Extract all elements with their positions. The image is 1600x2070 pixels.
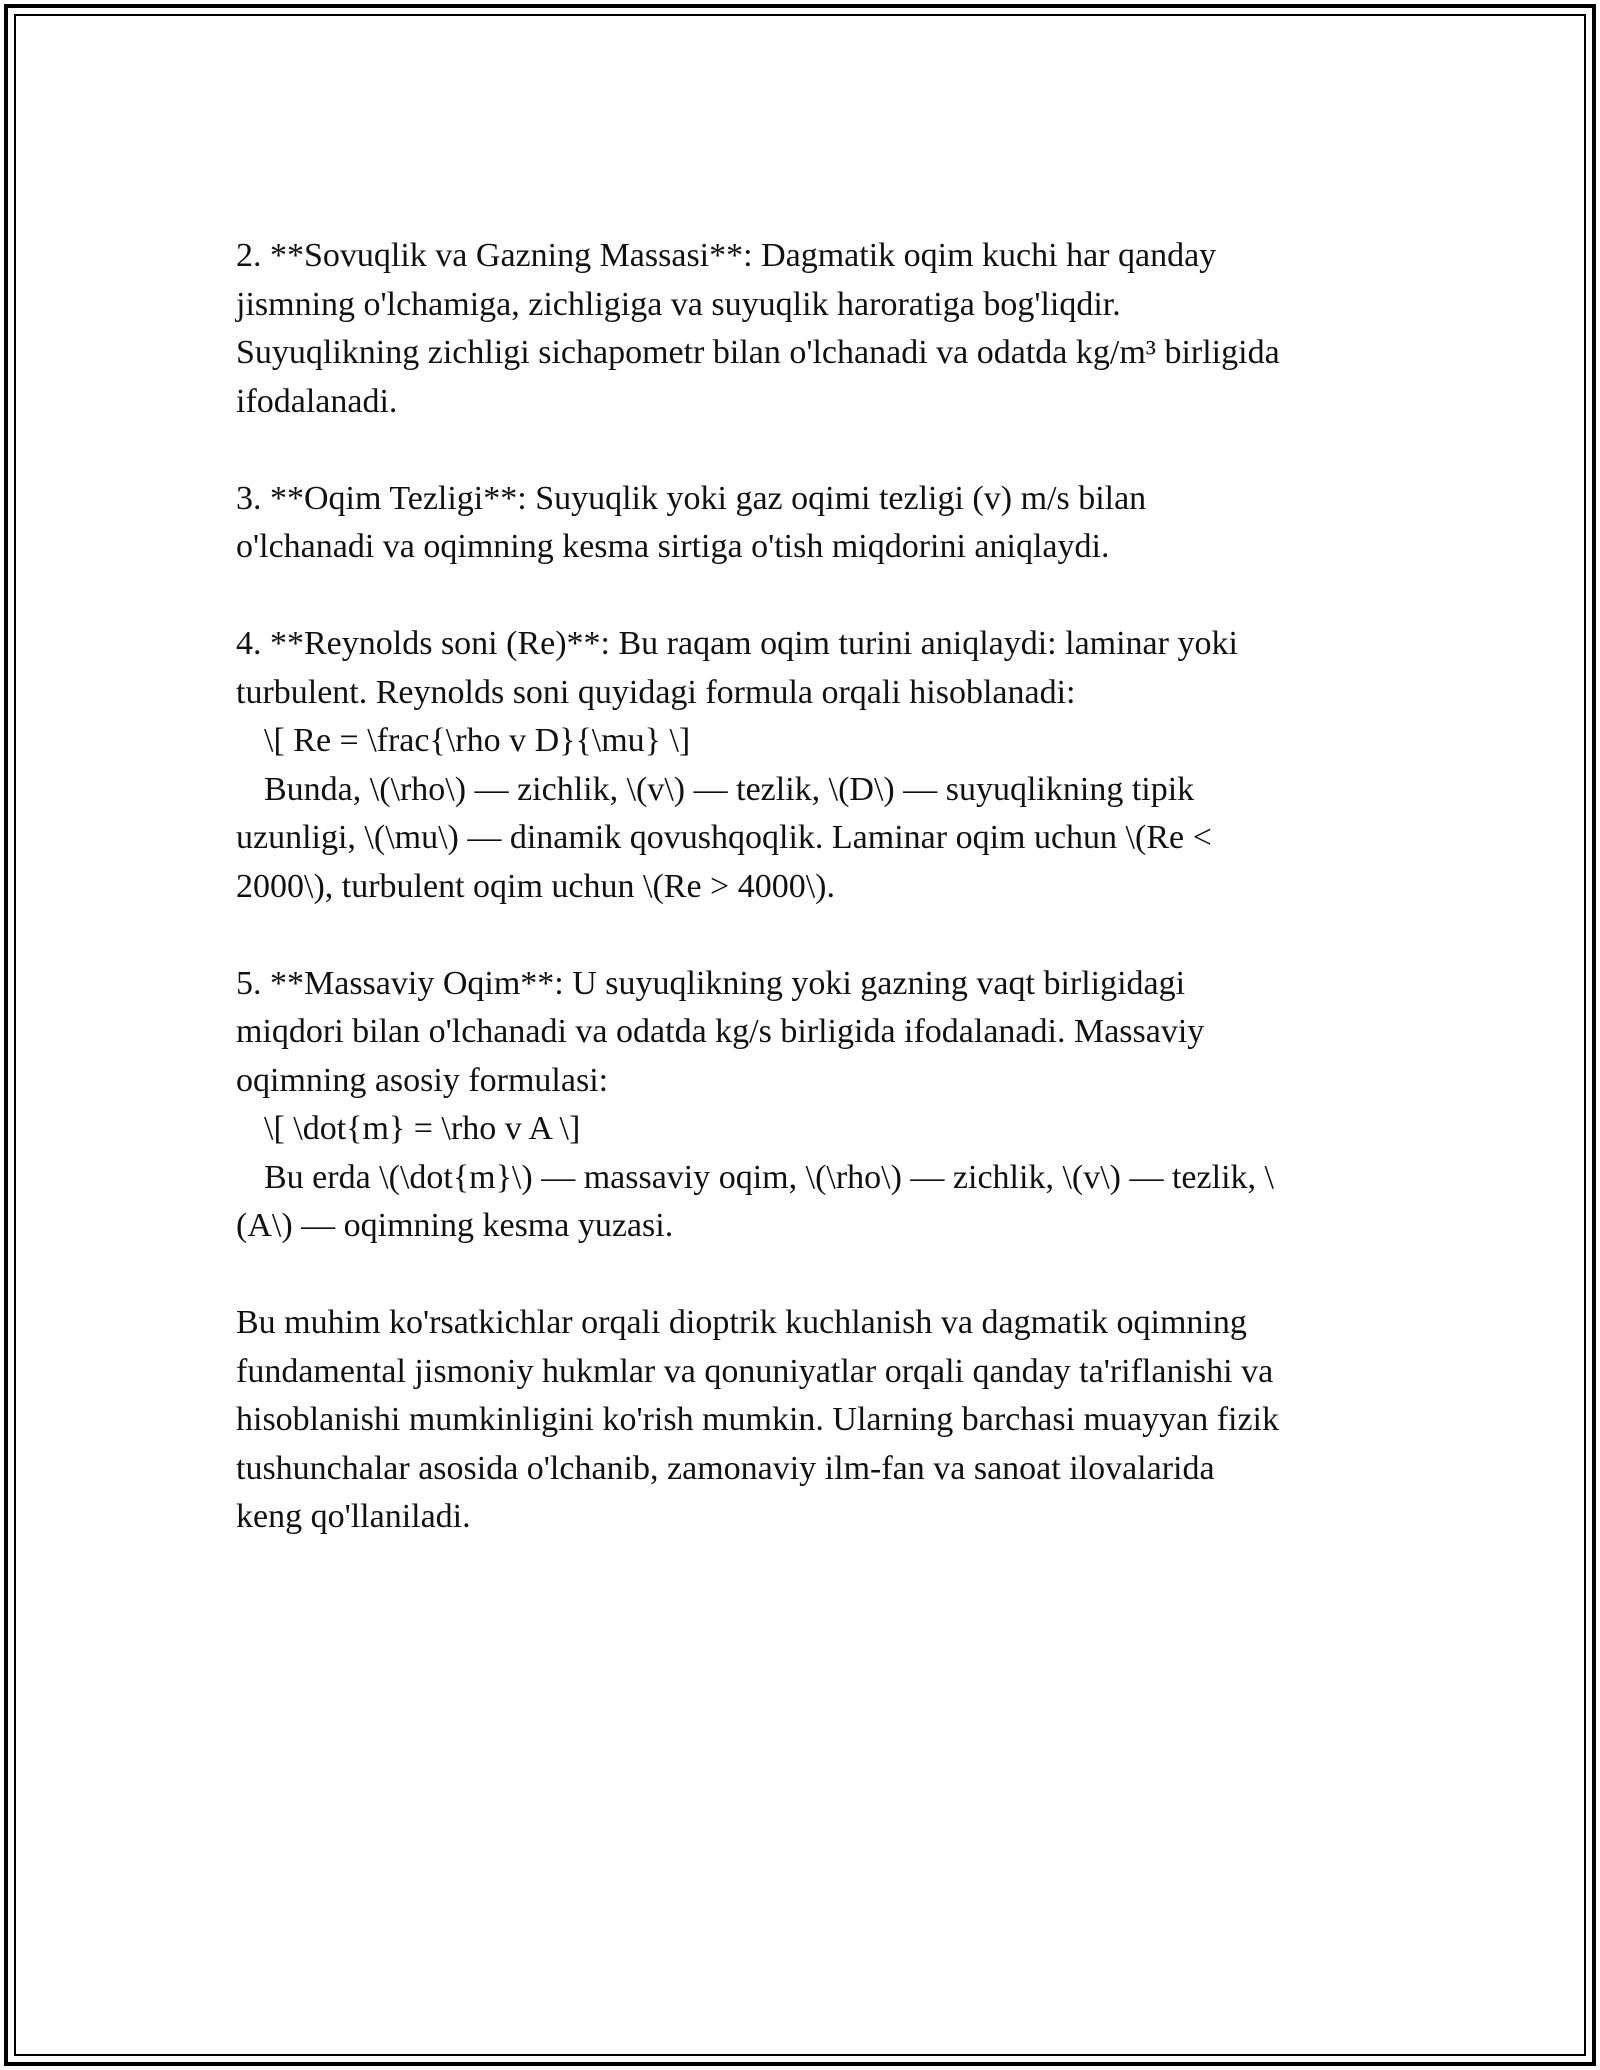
text-line: Suyuqlikning zichligi sichapometr bilan o'lchanadi va odatda kg/m³ birligida [236,334,1280,371]
text-line: miqdori bilan o'lchanadi va odatda kg/s birligida ifodalanadi. Massaviy [236,1013,1205,1050]
text-line: keng qo'llaniladi. [236,1498,471,1535]
paragraph-p4 [236,620,1396,911]
paragraph-p3 [236,475,1396,572]
text-line: ifodalanadi. [236,382,398,420]
text-line: turbulent. Reynolds soni quyidagi formula orqali hisoblanadi: [236,673,1076,711]
text-line: hisoblanishi mumkinligini ko'rish mumkin. Ularning barchasi muayyan fizik [236,1401,1279,1438]
text-line: 4. **Reynolds soni (Re)**: Bu raqam oqim turini aniqlaydi: laminar yoki [236,625,1238,662]
text-line: oqimning asosiy formulasi: [236,1061,609,1099]
paragraph-p6 [236,1299,1396,1542]
text-line: 2000\), turbulent oqim uchun \(Re > 4000\). [236,867,835,905]
text-line: 5. **Massaviy Oqim**: U suyuqlikning yoki gazning vaqt birligidagi [236,964,1186,1002]
text-line: 2. **Sovuqlik va Gazning Massasi**: Dagmatik oqim kuchi har qanday [236,237,1217,274]
text-line: Bu muhim ko'rsatkichlar orqali dioptrik kuchlanish va dagmatik oqimning [236,1304,1247,1341]
text-line: tushunchalar asosida o'lchanib, zamonaviy ilm-fan va sanoat ilovalarida [236,1449,1215,1487]
text-line: fundamental jismoniy hukmlar va qonuniyatlar orqali qanday ta'riflanishi va [236,1352,1274,1390]
text-line: Bu erda \(\dot{m}\) — massaviy oqim, \(\rho\) — zichlik, \(v\) — tezlik, \ [264,1158,1274,1196]
text-line: (A\) — oqimning kesma yuzasi. [236,1207,674,1244]
text-line: jismning o'lchamiga, zichligiga va suyuqlik haroratiga bog'liqdir. [236,285,1121,323]
paragraph-p5 [236,960,1396,1251]
text-line: \[ \dot{m} = \rho v A \] [264,1110,581,1147]
document-body [236,232,1396,1590]
text-line: \[ Re = \frac{\rho v D}{\mu} \] [264,722,691,759]
text-line: uzunligi, \(\mu\) — dinamik qovushqoqlik. Laminar oqim uchun \(Re < [236,819,1212,856]
paragraph-p2 [236,232,1396,426]
text-line: 3. **Oqim Tezligi**: Suyuqlik yoki gaz oqimi tezligi (v) m/s bilan [236,479,1147,517]
text-line: o'lchanadi va oqimning kesma sirtiga o'tish miqdorini aniqlaydi. [236,528,1110,565]
text-line: Bunda, \(\rho\) — zichlik, \(v\) — tezlik, \(D\) — suyuqlikning tipik [264,770,1195,808]
